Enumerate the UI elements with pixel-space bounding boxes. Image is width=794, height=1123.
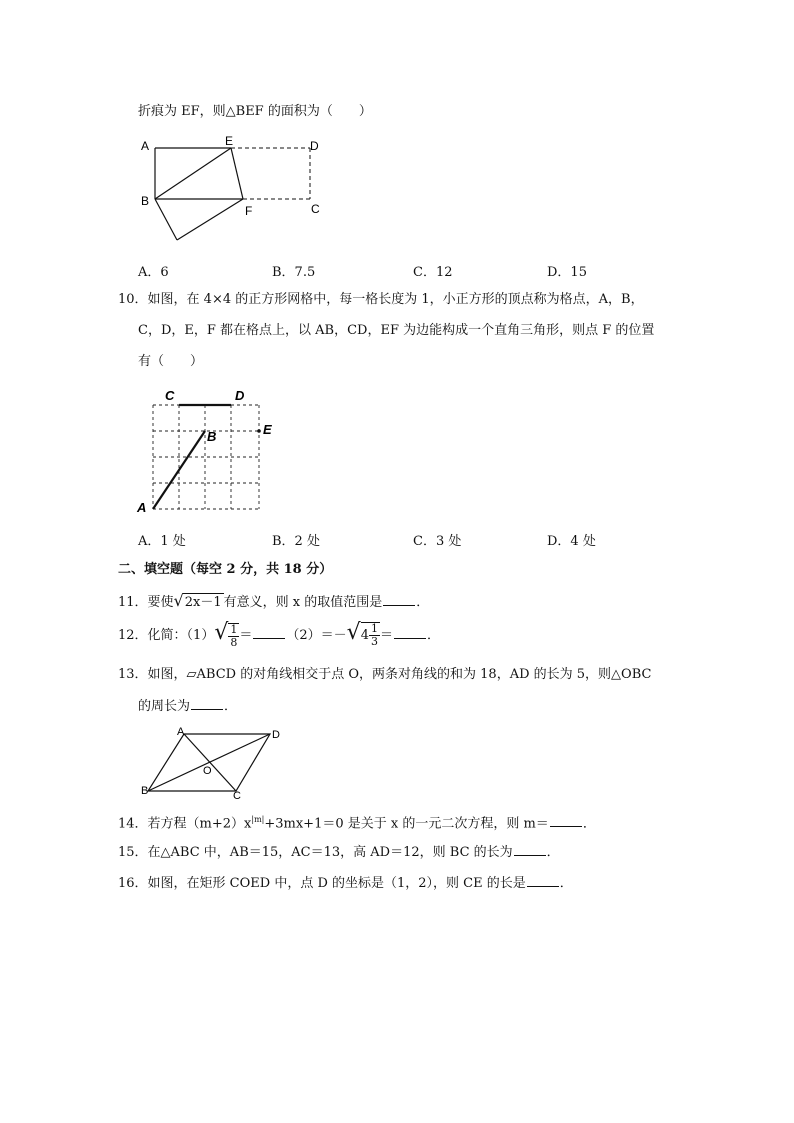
q10-option-d[interactable]: D．4 处 <box>547 534 596 549</box>
q12-eq2: ＝ <box>379 628 393 643</box>
q9-option-a[interactable]: A．6 <box>138 265 169 280</box>
q9-label-A: A <box>141 139 150 153</box>
q10-line1: 10．如图，在 4×4 的正方形网格中，每一格长度为 1，小正方形的顶点称为格点，A，B， <box>118 292 644 307</box>
q9-label-E: E <box>225 134 234 148</box>
q13-parallelogram-figure <box>140 725 290 800</box>
q12-answer-blank-2[interactable] <box>394 626 426 639</box>
q12-eq1: ＝ <box>239 628 253 643</box>
q10-option-c[interactable]: C．3 处 <box>413 534 462 549</box>
q12-frac2: $\frac{1}{3}$ <box>370 622 378 648</box>
q9-label-B: B <box>141 194 150 208</box>
q11-radicand: 2x－1 <box>184 595 222 610</box>
q12-int2: 4 <box>360 628 369 643</box>
q16-answer-blank[interactable] <box>527 874 559 887</box>
sqrt-symbol: √ <box>346 620 361 645</box>
q13-label-B: B <box>141 785 149 797</box>
sqrt-symbol: √ <box>214 620 229 645</box>
q13-label-O: O <box>203 765 212 777</box>
q11-end: ． <box>416 595 430 610</box>
q10-line3: 有（ ） <box>138 354 204 369</box>
q10-label-E: E <box>263 422 272 437</box>
q9-label-C: C <box>311 202 320 216</box>
q10-label-B: B <box>207 429 217 444</box>
q12-end: ． <box>426 628 440 643</box>
q14-answer-blank[interactable] <box>550 814 582 827</box>
q16: 16．如图，在矩形 COED 中，点 D 的坐标是（1，2），则 CE 的长是 ． <box>118 876 573 891</box>
q15-answer-blank[interactable] <box>514 843 546 856</box>
q9-figure <box>135 133 335 248</box>
q11 <box>118 592 429 612</box>
q12-answer-blank-1[interactable] <box>253 626 285 639</box>
q9-label-F: F <box>245 204 253 218</box>
q9-option-d[interactable]: D．15 <box>547 265 587 280</box>
q13-line1: 13．如图，▱ABCD 的对角线相交于点 O，两条对角线的和为 18，AD 的长为 5，则△OBC <box>118 667 652 682</box>
q9-stem-tail: 折痕为 EF，则△BEF 的面积为（ ） <box>138 104 372 119</box>
q12-frac1: $\frac{1}{8}$ <box>230 622 238 649</box>
q10-label-D: D <box>235 388 245 403</box>
section2-heading: 二、填空题（每空 2 分，共 18 分） <box>118 562 333 577</box>
q13-answer-blank[interactable] <box>191 697 223 710</box>
q11-suffix: 有意义，则 x 的取值范围是 <box>223 595 383 610</box>
q12-part2: （2）＝－ <box>286 628 347 643</box>
q13-label-C: C <box>233 790 241 800</box>
q11-answer-blank[interactable] <box>383 593 415 606</box>
q14-exponent: |m| <box>251 815 265 824</box>
q10-label-A: A <box>137 500 147 515</box>
q14: 14．若方程$(m+2)x^{|m|}+3mx+1=0$ 是关于 x 的一元二次方程，则 m＝ ． <box>118 815 596 832</box>
sqrt-symbol: √ <box>173 591 184 610</box>
q10-line2: C，D，E，F 都在格点上，以 AB，CD，EF 为边能构成一个直角三角形，则点 F 的位置 <box>138 323 655 338</box>
q12-prefix: 12．化简：（1） <box>118 628 215 643</box>
q9-option-c[interactable]: C．12 <box>413 265 453 280</box>
q10-label-C: C <box>165 388 175 403</box>
q13-label-A: A <box>177 726 185 738</box>
q12 <box>118 622 440 650</box>
q10-option-b[interactable]: B．2 处 <box>272 534 320 549</box>
q10-grid-figure <box>135 385 285 515</box>
q15: 15．在△ABC 中，AB＝15，AC＝13，高 AD＝12，则 BC 的长为 ． <box>118 845 560 860</box>
q9-option-b[interactable]: B．7.5 <box>272 265 316 280</box>
q13-label-D: D <box>272 729 280 741</box>
q13-line2: 的周长为 ． <box>138 699 238 714</box>
q10-option-a[interactable]: A．1 处 <box>138 534 186 549</box>
q11-prefix: 11．要使 <box>118 595 174 610</box>
q9-label-D: D <box>310 139 319 153</box>
